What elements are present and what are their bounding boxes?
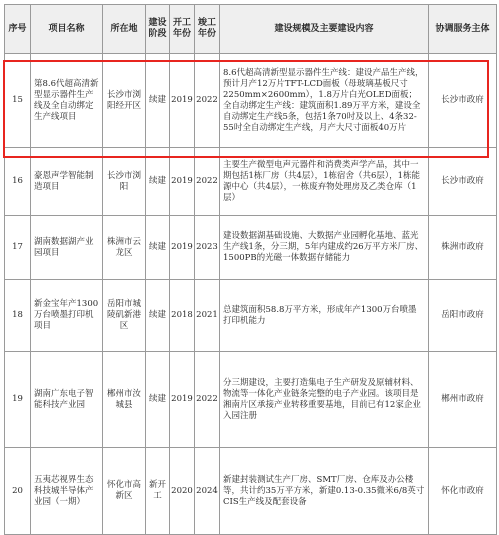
- cell-stage: 续建: [146, 280, 170, 352]
- cell-location: 郴州市汝城县: [103, 352, 146, 448]
- cell-project-name: 第8.6代超高清新型显示器件生产线及全自动绑定生产线项目: [31, 54, 103, 148]
- cell-scope: 总建筑面积58.8万平方米，形成年产1300万台喷墨打印机能力: [220, 280, 429, 352]
- cell-location: 怀化市高新区: [103, 448, 146, 535]
- cell-seq: 17: [5, 216, 31, 280]
- cell-location: 长沙市浏阳: [103, 148, 146, 216]
- cell-start-year: 2019: [170, 54, 195, 148]
- project-table-sheet: [4, 4, 496, 531]
- table-header-row: [5, 5, 497, 54]
- cell-coordinator: 株洲市政府: [429, 216, 497, 280]
- cell-end-year: 2022: [195, 352, 220, 448]
- table-row: [5, 280, 497, 352]
- cell-project-name: 豪恩声学智能制造项目: [31, 148, 103, 216]
- cell-seq: 20: [5, 448, 31, 535]
- header-name: 项目名称: [31, 5, 103, 54]
- cell-start-year: 2020: [170, 448, 195, 535]
- header-seq: 序号: [5, 5, 31, 54]
- cell-start-year: 2019: [170, 148, 195, 216]
- cell-location: 岳阳市城陵矶新港区: [103, 280, 146, 352]
- cell-scope: 新建封装测试生产厂房、SMT厂房、仓库及办公楼等，共计约35万平方米，新建0.13-0.35微米6/8英寸CIS生产线及配套设备: [220, 448, 429, 535]
- cell-stage: 续建: [146, 148, 170, 216]
- cell-seq: 16: [5, 148, 31, 216]
- cell-end-year: 2022: [195, 148, 220, 216]
- cell-seq: 18: [5, 280, 31, 352]
- table-row: [5, 54, 497, 148]
- cell-location: 长沙市浏阳经开区: [103, 54, 146, 148]
- header-start-year: 开工年份: [170, 5, 195, 54]
- cell-start-year: 2019: [170, 216, 195, 280]
- cell-stage: 新开工: [146, 448, 170, 535]
- header-scope: 建设规模及主要建设内容: [220, 5, 429, 54]
- cell-coordinator: 岳阳市政府: [429, 280, 497, 352]
- cell-scope: 8.6代超高清新型显示器件生产线：建设产品生产线，预计月产12万片TFT-LCD面板（母玻璃基板尺寸2250mm×2600mm），1.8万片白光OLED面板；全自动绑定生产线：建筑面积1.89万平方米，建设全自动绑定生产线5条，包括1条70吋及以上、4条32-55吋全自动绑定生产线，月产大尺寸面板40万片: [220, 54, 429, 148]
- cell-scope: 建设数据湖基础设施、大数据产业园孵化基地、蓝光生产线1条，分三期，5年内建成约26万平方米厂房、1500PB的光磁一体数据存储能力: [220, 216, 429, 280]
- cell-project-name: 湖南广东电子智能科技产业园: [31, 352, 103, 448]
- cell-end-year: 2023: [195, 216, 220, 280]
- cell-end-year: 2024: [195, 448, 220, 535]
- header-end-year: 竣工年份: [195, 5, 220, 54]
- cell-stage: 续建: [146, 54, 170, 148]
- cell-coordinator: 长沙市政府: [429, 54, 497, 148]
- cell-project-name: 五夷芯视界生态科技城半导体产业园（一期）: [31, 448, 103, 535]
- cell-project-name: 湖南数据湖产业园项目: [31, 216, 103, 280]
- cell-project-name: 新金宝年产1300万台喷墨打印机项目: [31, 280, 103, 352]
- cell-seq: 15: [5, 54, 31, 148]
- cell-start-year: 2018: [170, 280, 195, 352]
- cell-end-year: 2021: [195, 280, 220, 352]
- cell-stage: 续建: [146, 352, 170, 448]
- project-table: [4, 4, 497, 535]
- header-coordinator: 协调服务主体: [429, 5, 497, 54]
- cell-coordinator: 长沙市政府: [429, 148, 497, 216]
- cell-scope: 分三期建设，主要打造集电子生产研发及原辅材料、物流等一体化产业链条完整的电子产业园。该项目是湘南片区承接产业转移重要基地，目前已有12家企业入园注册: [220, 352, 429, 448]
- header-location: 所在地: [103, 5, 146, 54]
- table-row: [5, 148, 497, 216]
- table-row: [5, 352, 497, 448]
- cell-coordinator: 怀化市政府: [429, 448, 497, 535]
- cell-start-year: 2019: [170, 352, 195, 448]
- cell-stage: 续建: [146, 216, 170, 280]
- table-row: [5, 216, 497, 280]
- cell-seq: 19: [5, 352, 31, 448]
- cell-coordinator: 郴州市政府: [429, 352, 497, 448]
- table-row: [5, 448, 497, 535]
- header-stage: 建设阶段: [146, 5, 170, 54]
- cell-location: 株洲市云龙区: [103, 216, 146, 280]
- cell-scope: 主要生产微型电声元器件和消费类声学产品，其中一期包括1栋厂房（共4层），1栋宿舍（共6层），1栋能源中心（共4层），一栋废弃物处理房及乙类仓库（1层）: [220, 148, 429, 216]
- cell-end-year: 2022: [195, 54, 220, 148]
